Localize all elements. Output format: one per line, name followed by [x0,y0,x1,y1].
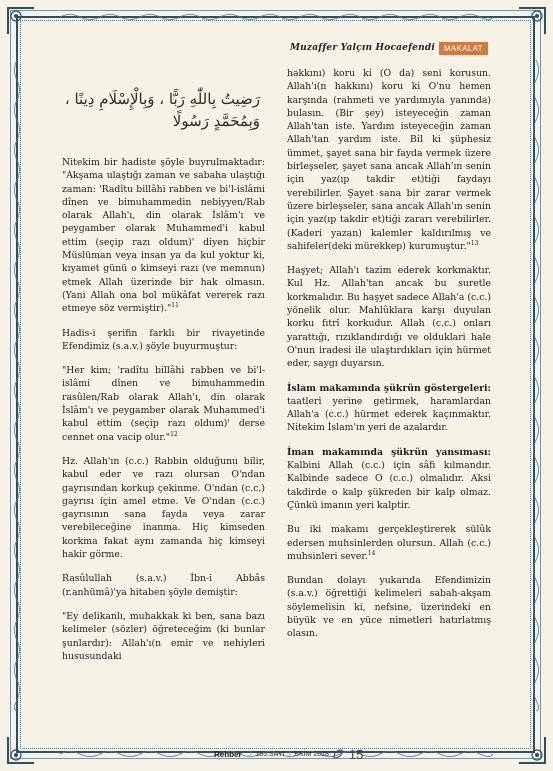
paragraph [287,523,491,563]
divider: | [249,750,252,758]
footnote-ref: 12 [170,430,178,438]
paragraph-text: taatleri yerine getirmek, haramlardan Allah'a (c.c.) hürmet ederek kaçınmaktır. Nitekim İslam'ın yeri de azalardır. [287,395,491,434]
paragraph-text: Nitekim bir hadiste şöyle buyrulmaktadır: "Akşama ulaştığı zaman ve sabaha ulaştığı zaman: 'Radîtu billâhi rabben ve bi'l-islâmi dînen ve bimuhammedin nebiyyen/Rab olarak Allah'ı, din olarak İslâm'ı ve peygamber olarak Muhammed'i kabul ettim (seçip razı oldum)' diyen hiçbir Müslüman veya insan ya da kul yoktur ki, kıyamet günü o kimseyi razı (ve memnun) etmek Allah üzerinde bir hak olmasın. (Yani Allah ona bol mükâfat vererek razı etmeye söz vermiştir)." [62,157,265,315]
top-border-motif [60,12,493,22]
paragraph-text: Haşyet; Allah'ı tazim ederek korkmaktır. Kul Hz. Allah'tan ancak bu suretle korkmalıdır. Bu haşyet sadece Allah'a (c.c.) yönelik olur. Mahlûklara karşı duyulan korku fıtrî korkudur. Allah (c.c.) onları yarattığı, rızıklandırdığı ve olduklari hale O'nun iradesi ile ulaştırdıkları için hürmet eder, saygı duyarsın. [287,265,491,370]
paragraph [62,455,265,561]
paragraph-heading: İman makamında şükrün yansıması: [287,446,491,458]
corner-ornament-icon [6,6,36,36]
paragraph-text: Hz. Allah'ın (c.c.) Rabbin olduğunu bilir, kabul eder ve razı olursan O'ndan gayrısından korkup çekinme. O'ndan (c.c.) gayrısı için amel etme. Ve O'ndan (c.c.) gayrısının sana fayda veya zarar verebileceğine inanma. Hiç kimseden korkma fakat aynı zamanda hiç kimseyi hakir görme. [62,455,265,561]
paragraph-heading: İslam makamında şükrün göstergeleri: [287,382,491,394]
paragraph [62,327,265,354]
paragraph-text: Hadis-i şerifin farklı bir rivayetinde Efendimiz (s.a.v.) şöyle buyurmuştur: [62,327,265,352]
arabic-verse: رَضِيتُ بِاللّٰهِ رَبًّا ، وَبِالْإِسْلَامِ دِينًا ، وَبِمُحَمَّدٍ رَسُولًا [64,90,260,130]
leaf-mark-icon [333,749,343,759]
paragraph-text: "Her kim; 'radîtu billâhi rabben ve bi'l-islâmi dînen ve bimuhammedin rasûlen/Rab olarak Allah'ı, din olarak İslâm'ı ve peygamber olarak Muhammed'i kabul ettim (seçip razı oldum)' derse cennet ona vacip olur." [62,365,265,443]
paragraph-text: Rasûlullah (s.a.v.) İbn-i Abbâs (r.anhümâ)'ya hitaben şöyle demiştir: [62,573,265,598]
footnote-ref: 11 [171,302,179,310]
paragraph-text: hakkını) koru ki (O da) seni korusun. Allah'ı(n hakkını) koru ki O'nu hemen karşında (rahmeti ve yardımıyla yanında) bulasın. (Bir şey) isteyeceğin zaman Allah'tan iste. Yardım isteyeceğin zaman Allah'tan yardım iste. Bil ki şüphesiz ümmet, şayet sana bir fayda vermek üzere birleşseler, şayet sana ancak Allah'ın senin için yaz(ıp takdir et)tiği faydayı verebilirler. Şayet sana bir zarar vermek üzere birleşseler, sana ancak Allah'ın senin için yaz(ıp takdir et)tiği zararı verebilirler. (Kaderi yazan) kalemler kaldırılmış ve sahifeler(deki mürekkep) kurumuştur." [287,68,491,252]
paragraph [62,610,265,663]
paragraph-text: Bundan dolayı yukarıda Efendimizin (s.a.v.) öğrettiği kelimeleri sabah-akşam söylemelisin ki, nefsine, üzerindeki en büyük ve en yüce nimetleri hatırlatmış olasın. [287,575,491,640]
issue-number: 165.SAYI [255,750,285,758]
paragraph [287,382,491,435]
paragraph [287,574,491,640]
footnote-ref: 13 [470,239,479,247]
author-name: Muzaffer Yalçın Hocaefendi [290,43,435,53]
paragraph-text: "Ey delikanlı, muhakkak ki ben, sana bazı kelimeler (sözler) öğreteceğim (ki bunlar şunlardır): Allah'ı(n emir ve nehiyleri hususundaki [62,610,265,662]
right-column [287,67,491,641]
corner-ornament-icon [517,735,547,765]
issue-date: EKİM 2018 [294,750,329,758]
corner-ornament-icon [517,6,547,36]
paragraph [62,364,265,444]
right-border-motif [531,60,541,711]
paragraph [287,264,491,370]
left-border-motif [12,60,22,711]
left-column [62,156,265,663]
corner-ornament-icon [6,735,36,765]
section-badge: MAKALAT [439,42,488,55]
page-footer [214,747,363,761]
magazine-brand: Rehber [214,749,242,759]
paragraph [62,156,265,316]
paragraph-text: Kalbini Allah (c.c.) için sâfi kılmandır. Kalbinde sadece O (c.c.) olmalıdır. Aksi takdirde o kalp şükreden bir kalp olmaz. Çünkü imanın yeri kalptir. [287,460,491,511]
divider: | [288,750,291,758]
article-header [290,40,488,56]
paragraph-text: Bu iki makamı gerçekleştirerek sülûk edersen muhsinlerden olursun. Allah (c.c.) muhsinleri sever. [287,524,491,562]
paragraph [62,572,265,599]
paragraph [287,446,491,512]
page-number: 15 [348,746,364,762]
footnote-ref: 14 [367,549,376,557]
paragraph [287,67,491,253]
